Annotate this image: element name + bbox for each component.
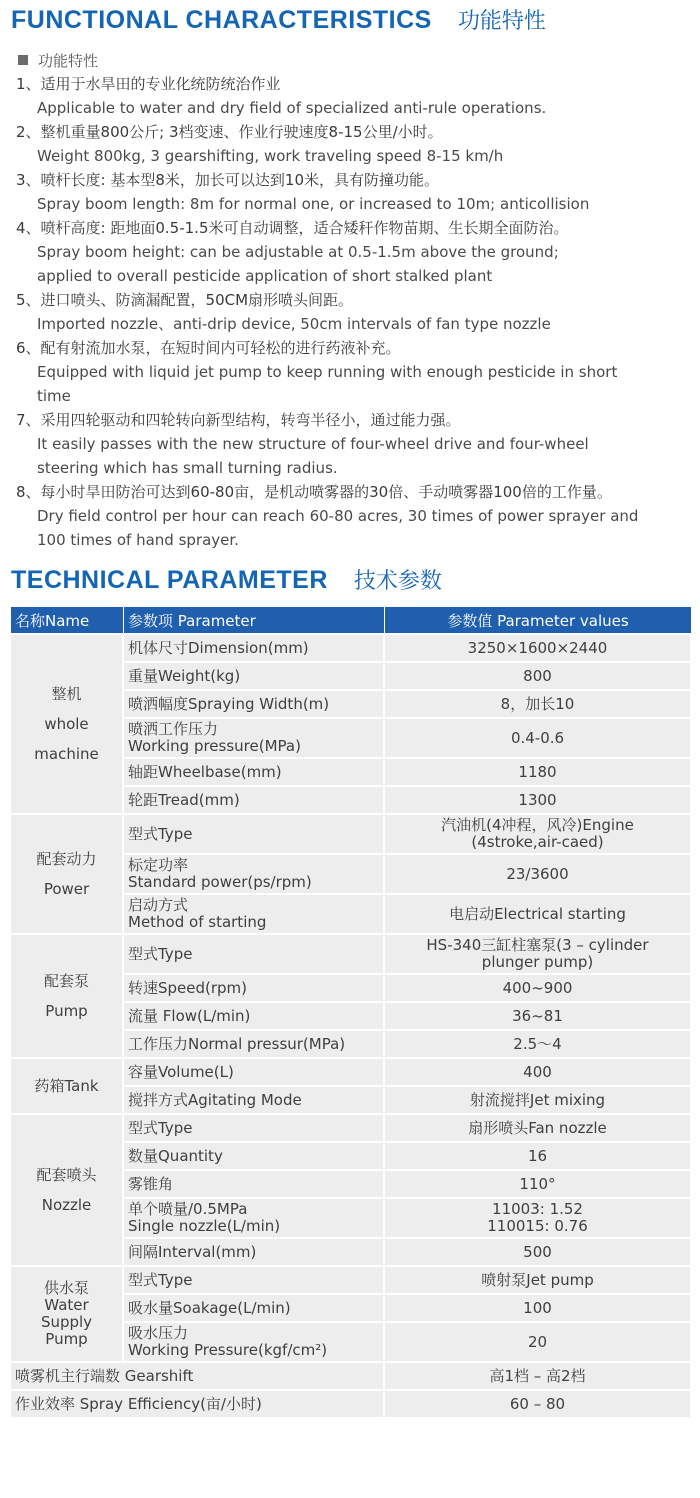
technical-title-en: TECHNICAL PARAMETER <box>11 566 328 594</box>
param-cell <box>124 1003 385 1029</box>
param-cell <box>124 1199 385 1237</box>
group-name-line: 供水泵 <box>43 1279 89 1297</box>
param-cell <box>124 1031 385 1057</box>
group-name-line: 配套喷头 <box>36 1166 97 1184</box>
feature-en: Imported nozzle、anti-drip device, 50cm intervals of fan type nozzle <box>37 315 551 333</box>
param-cell <box>124 1143 385 1169</box>
value-text: 电启动Electrical starting <box>449 904 626 923</box>
value-text: 400~900 <box>502 978 573 997</box>
value-text: 扇形喷头Fan nozzle <box>468 1118 607 1137</box>
feature-zh: 2、整机重量800公斤; 3档变速、作业行驶速度8-15公里/小时。 <box>16 123 443 141</box>
param-cell <box>124 1323 385 1361</box>
feature-item <box>16 216 698 288</box>
param-cell <box>124 1087 385 1113</box>
param-text: 标定功率 <box>128 856 189 874</box>
functional-title-zh: 功能特性 <box>457 9 546 34</box>
table-row <box>11 935 692 973</box>
param-text: 工作压力Normal pressur(MPa) <box>128 1034 346 1053</box>
value-cell <box>385 1115 692 1141</box>
group-name-cell <box>11 1267 124 1361</box>
param-text: Single nozzle(L/min) <box>128 1217 281 1235</box>
param-cell <box>124 895 385 933</box>
param-cell <box>124 975 385 1001</box>
header-parameter: 参数项 Parameter <box>124 607 385 633</box>
technical-title-zh: 技术参数 <box>353 569 442 594</box>
value-text: 500 <box>523 1242 552 1261</box>
value-text: 8，加长10 <box>500 694 575 713</box>
param-text: Working pressure(MPa) <box>128 737 301 755</box>
value-text: 汽油机(4冲程，风冷)Engine <box>441 816 634 834</box>
footer-label-cell: 作业效率 Spray Efficiency(亩/小时) <box>11 1391 385 1417</box>
feature-zh: 3、喷杆长度: 基本型8米，加长可以达到10米，具有防撞功能。 <box>16 171 439 189</box>
group-name-cell <box>11 635 124 813</box>
value-text: 1300 <box>518 790 557 809</box>
value-text: 36~81 <box>512 1006 563 1025</box>
value-cell <box>385 855 692 893</box>
value-cell <box>385 935 692 973</box>
value-cell <box>385 895 692 933</box>
table-row <box>11 1115 692 1141</box>
feature-item <box>16 120 698 168</box>
param-text: 数量Quantity <box>128 1146 223 1165</box>
group-name-line: Nozzle <box>41 1196 92 1214</box>
header-name: 名称Name <box>11 607 124 633</box>
param-text: 转速Speed(rpm) <box>128 978 248 997</box>
value-cell <box>385 691 692 717</box>
group-name-line: Pump <box>45 1330 88 1348</box>
value-cell <box>385 1323 692 1361</box>
feature-en: applied to overall pesticide application of short stalked plant <box>37 267 493 285</box>
feature-item <box>16 336 698 408</box>
param-text: 轴距Wheelbase(mm) <box>128 762 282 781</box>
value-cell <box>385 1199 692 1237</box>
header-values: 参数值 Parameter values <box>385 607 692 633</box>
value-text: 3250×1600×2440 <box>467 638 608 657</box>
value-cell <box>385 1239 692 1265</box>
feature-item <box>16 408 698 480</box>
table-row <box>11 635 692 661</box>
group-name-line: 配套泵 <box>43 972 89 990</box>
value-text: 800 <box>523 666 552 685</box>
param-text: 流量 Flow(L/min) <box>128 1006 251 1025</box>
features-subheading-text: 功能特性 <box>38 51 99 70</box>
table-row <box>11 1363 692 1389</box>
value-cell <box>385 1087 692 1113</box>
param-text: 轮距Tread(mm) <box>128 790 240 809</box>
param-cell <box>124 691 385 717</box>
param-text: 型式Type <box>128 824 193 843</box>
param-cell <box>124 719 385 757</box>
feature-zh: 1、适用于水旱田的专业化统防统治作业 <box>16 75 281 93</box>
group-name-line: Supply <box>40 1313 93 1331</box>
param-cell <box>124 1239 385 1265</box>
value-cell <box>385 1003 692 1029</box>
functional-title-en: FUNCTIONAL CHARACTERISTICS <box>11 6 432 34</box>
square-bullet-icon <box>18 55 28 65</box>
table-row <box>11 1267 692 1293</box>
feature-zh: 8、每小时旱田防治可达到60-80亩，是机动喷雾器的30倍、手动喷雾器100倍的工作量。 <box>16 483 612 501</box>
param-text: 型式Type <box>128 944 193 963</box>
param-text: Method of starting <box>128 913 267 931</box>
param-cell <box>124 787 385 813</box>
value-text: 射流搅拌Jet mixing <box>469 1090 606 1109</box>
value-text: 20 <box>527 1332 548 1351</box>
feature-en: Weight 800kg, 3 gearshifting, work traveling speed 8-15 km/h <box>37 147 504 165</box>
footer-label-cell: 喷雾机主行端数 Gearshift <box>11 1363 385 1389</box>
param-text: 吸水量Soakage(L/min) <box>128 1298 291 1317</box>
param-cell <box>124 815 385 853</box>
param-cell <box>124 663 385 689</box>
group-name-line: machine <box>34 745 99 763</box>
param-text: 机体尺寸Dimension(mm) <box>128 638 309 657</box>
footer-value-cell: 高1档 – 高2档 <box>385 1363 692 1389</box>
param-text: 搅拌方式Agitating Mode <box>128 1090 302 1109</box>
param-cell <box>124 1115 385 1141</box>
param-cell <box>124 1295 385 1321</box>
group-name-cell <box>11 1059 124 1113</box>
group-name-line: Pump <box>45 1002 88 1020</box>
value-cell <box>385 1295 692 1321</box>
table-header-row <box>11 607 692 633</box>
features-subheading <box>16 48 698 72</box>
param-text: 吸水压力 <box>128 1324 189 1342</box>
feature-en: time <box>37 387 71 405</box>
group-name-line: Power <box>43 880 90 898</box>
group-name-line: whole <box>44 715 89 733</box>
value-cell <box>385 975 692 1001</box>
value-text: 100 <box>523 1298 552 1317</box>
value-cell <box>385 1267 692 1293</box>
value-text: 11003: 1.52 <box>492 1200 583 1218</box>
feature-en: Dry field control per hour can reach 60-80 acres, 30 times of power sprayer and <box>37 507 639 525</box>
value-cell <box>385 663 692 689</box>
value-text: 23/3600 <box>506 864 569 883</box>
technical-heading <box>11 564 442 595</box>
feature-en: 100 times of hand sprayer. <box>37 531 239 549</box>
functional-heading <box>11 4 546 35</box>
value-cell <box>385 635 692 661</box>
group-name-line: Water <box>44 1296 89 1314</box>
value-cell <box>385 1031 692 1057</box>
param-cell <box>124 935 385 973</box>
feature-zh: 7、采用四轮驱动和四轮转向新型结构，转弯半径小，通过能力强。 <box>16 411 461 429</box>
feature-zh: 5、进口喷头、防滴漏配置，50CM扇形喷头间距。 <box>16 291 354 309</box>
param-cell <box>124 1267 385 1293</box>
param-text: 雾锥角 <box>128 1174 174 1193</box>
value-cell <box>385 759 692 785</box>
feature-en: Applicable to water and dry field of specialized anti-rule operations. <box>37 99 547 117</box>
param-text: Working Pressure(kgf/cm²) <box>128 1341 328 1359</box>
feature-item <box>16 480 698 552</box>
value-cell <box>385 719 692 757</box>
table-row <box>11 815 692 853</box>
footer-value-cell: 60 – 80 <box>385 1391 692 1417</box>
features-list <box>16 48 698 552</box>
param-text: 间隔Interval(mm) <box>128 1242 257 1261</box>
value-text: HS-340三缸柱塞泵(3 – cylinder <box>426 936 649 954</box>
value-text: 0.4-0.6 <box>510 728 565 747</box>
feature-en: steering which has small turning radius. <box>37 459 338 477</box>
param-cell <box>124 1171 385 1197</box>
value-text: 110° <box>519 1174 556 1193</box>
value-cell <box>385 815 692 853</box>
param-cell <box>124 1059 385 1085</box>
feature-zh: 4、喷杆高度: 距地面0.5-1.5米可自动调整，适合矮秆作物苗期、生长期全面防治。 <box>16 219 569 237</box>
value-cell <box>385 1171 692 1197</box>
feature-item <box>16 168 698 216</box>
value-text: 2.5～4 <box>513 1034 562 1053</box>
table-row <box>11 1391 692 1417</box>
value-cell <box>385 1059 692 1085</box>
value-text: 喷射泵Jet pump <box>481 1270 594 1289</box>
param-text: 单个喷量/0.5MPa <box>128 1200 248 1218</box>
value-text: 400 <box>523 1062 552 1081</box>
param-text: Standard power(ps/rpm) <box>128 873 312 891</box>
param-text: 型式Type <box>128 1118 193 1137</box>
param-cell <box>124 635 385 661</box>
param-text: 容量Volume(L) <box>128 1062 234 1081</box>
feature-en: Spray boom height: can be adjustable at 0.5-1.5m above the ground; <box>37 243 559 261</box>
value-text: 16 <box>527 1146 548 1165</box>
feature-en: It easily passes with the new structure of four-wheel drive and four-wheel <box>37 435 589 453</box>
value-cell <box>385 1143 692 1169</box>
param-text: 重量Weight(kg) <box>128 666 241 685</box>
value-cell <box>385 787 692 813</box>
group-name-cell <box>11 935 124 1057</box>
param-text: 喷洒幅度Spraying Width(m) <box>128 694 330 713</box>
table-row <box>11 1059 692 1085</box>
parameter-table <box>11 605 692 1419</box>
group-name-cell <box>11 1115 124 1265</box>
value-text: (4stroke,air-caed) <box>471 833 604 851</box>
param-cell <box>124 855 385 893</box>
param-text: 喷洒工作压力 <box>128 720 219 738</box>
value-text: 110015: 0.76 <box>487 1217 588 1235</box>
group-name-line: 配套动力 <box>36 850 97 868</box>
value-text: 1180 <box>518 762 557 781</box>
group-name-cell <box>11 815 124 933</box>
value-text: plunger pump) <box>481 953 594 971</box>
feature-item <box>16 72 698 120</box>
param-cell <box>124 759 385 785</box>
param-text: 启动方式 <box>128 896 189 914</box>
feature-zh: 6、配有射流加水泵，在短时间内可轻松的进行药液补充。 <box>16 339 401 357</box>
feature-en: Equipped with liquid jet pump to keep running with enough pesticide in short <box>37 363 618 381</box>
feature-item <box>16 288 698 336</box>
group-name-line: 整机 <box>51 685 82 703</box>
group-name-line: 药箱Tank <box>34 1077 99 1095</box>
param-text: 型式Type <box>128 1270 193 1289</box>
feature-en: Spray boom length: 8m for normal one, or increased to 10m; anticollision <box>37 195 590 213</box>
